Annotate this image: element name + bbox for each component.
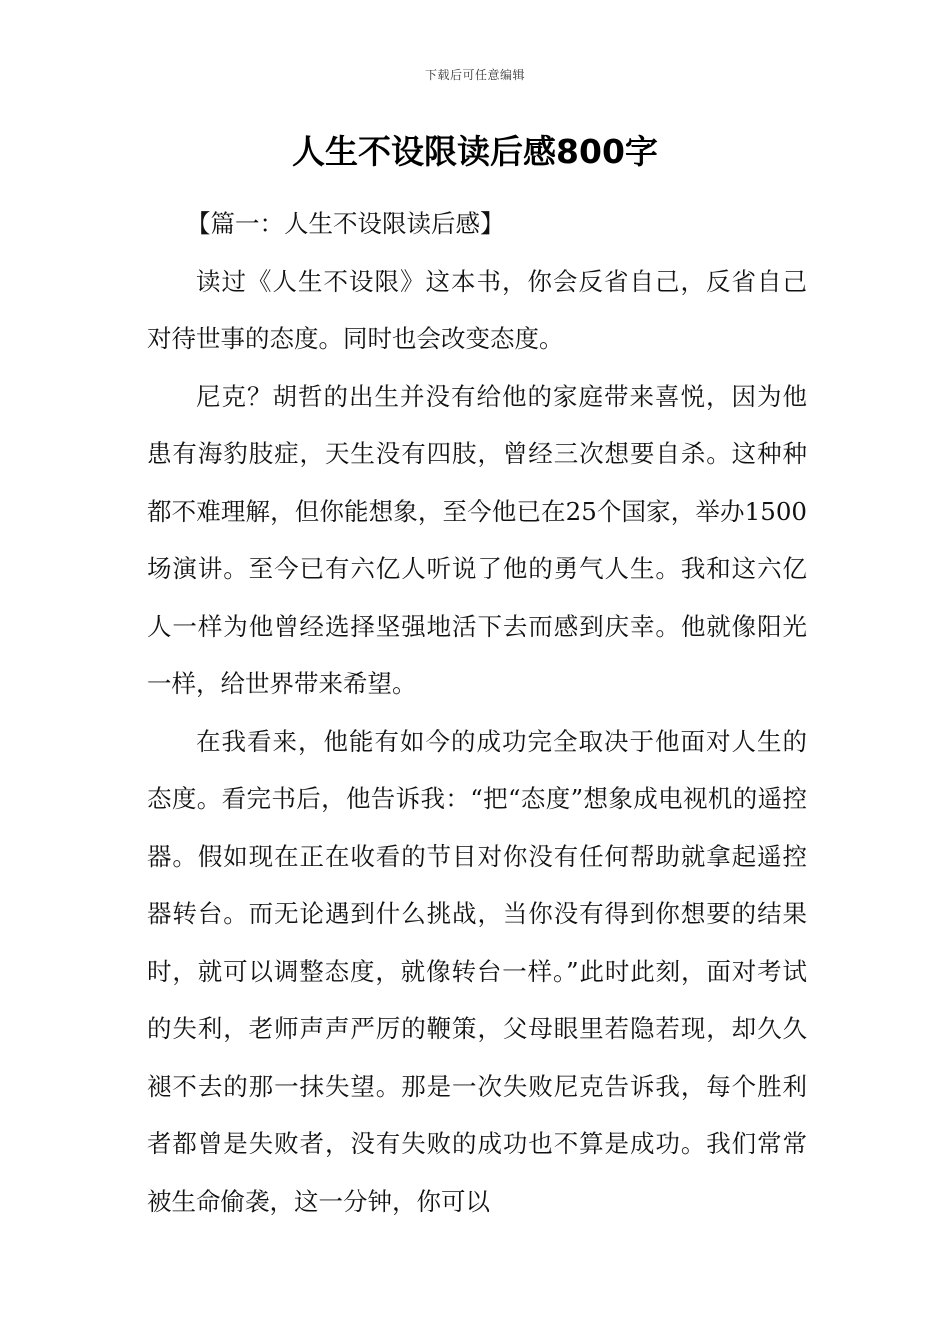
document-title: 人生不设限读后感800字 bbox=[292, 132, 658, 171]
header-note: 下载后可任意编辑 bbox=[424, 68, 525, 82]
document-body bbox=[147, 195, 807, 1230]
paragraph: 读过《人生不设限》这本书，你会反省自己，反省自己对待世事的态度。同时也会改变态度。 bbox=[147, 266, 807, 353]
paragraph: 尼克？胡哲的出生并没有给他的家庭带来喜悦，因为他患有海豹肢症，天生没有四肢，曾经三次想要自杀。这种种都不难理解，但你能想象，至今他已在25个国家，举办1500场演讲。至今已有六亿人听说了他的勇气人生。我和这六亿人一样为他曾经选择坚强地活下去而感到庆幸。他就像阳光一样，给世界带来希望。 bbox=[147, 381, 807, 698]
paragraph: 在我看来，他能有如今的成功完全取决于他面对人生的态度。看完书后，他告诉我：“把“态度”想象成电视机的遥控器。假如现在正在收看的节目对你没有任何帮助就拿起遥控器转台。而无论遇到什么挑战，当你没有得到你想要的结果时，就可以调整态度，就像转台一样。”此时此刻，面对考试的失利，老师声声严厉的鞭策，父母眼里若隐若现，却久久褪不去的那一抹失望。那是一次失败尼克告诉我，每个胜利者都曾是失败者，没有失败的成功也不算是成功。我们常常被生命偷袭，这一分钟，你可以 bbox=[147, 726, 807, 1216]
section-heading: 【篇一：人生不设限读后感】 bbox=[186, 209, 505, 238]
